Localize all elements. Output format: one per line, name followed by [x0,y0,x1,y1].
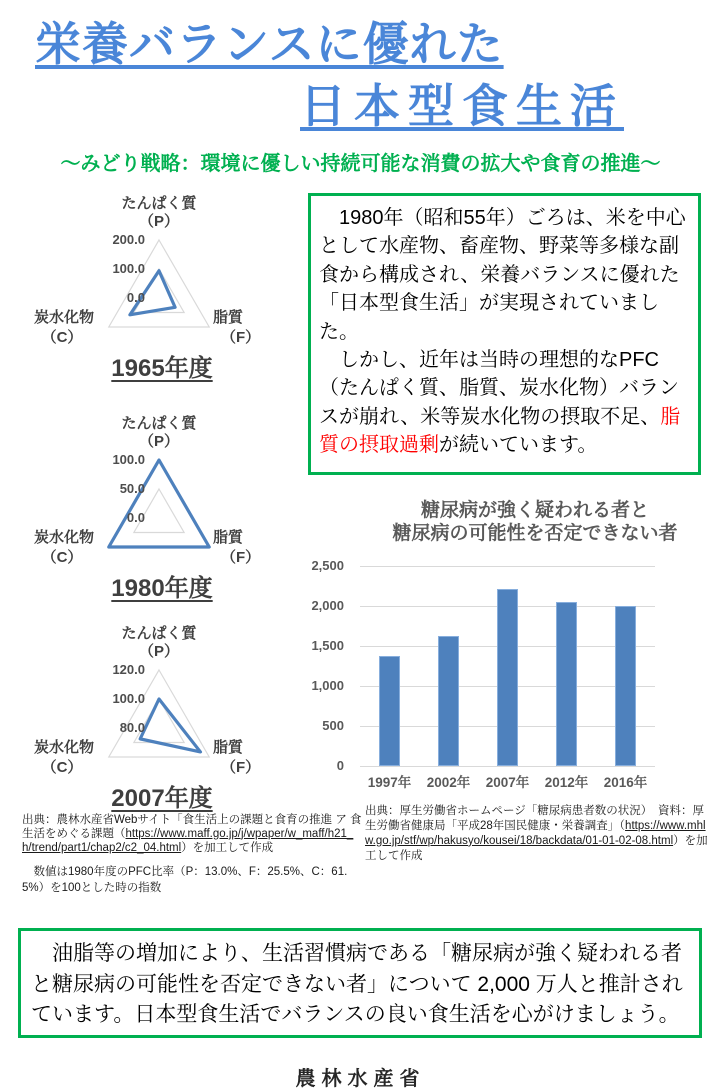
conclusion-text: 油脂等の増加により、生活習慣病である「糖尿病が強く疑われる者と糖尿病の可能性を否定できない者」について 2,000 万人と推計されています。日本型食生活でバランスの良い食生活を心がけましょう。 [31,942,683,1027]
page-subtitle: ～みどり戦略：環境に優しい持続可能な消費の拡大や食育の推進～ [60,153,661,175]
radar-chart-1965-svg [12,192,312,344]
maff-logo-text: 農林水産省 [295,1068,426,1089]
radar-axis-fat-label: 脂質 [213,529,244,546]
bar-chart-x-tick-label: 2002年 [426,774,471,790]
radar-axis-fat-symbol: （F） [221,329,261,344]
info-paragraph-2-prefix: しかし、近年は当時の理想的なPFC（たんぱく質、脂質、炭水化物）バランスが崩れ、米等炭水化物の摂取不足、 [319,348,679,428]
bar-chart-title-line2: 糖尿病の可能性を否定できない者 [392,522,678,544]
radar-axis-carb-label: 炭水化物 [33,529,94,546]
conclusion-text-box [18,928,702,1038]
info-paragraph-2 [319,346,690,460]
info-text-box [308,193,701,475]
bar-2007年 [497,589,518,766]
bar-chart-title-line1: 糖尿病が強く疑われる者と [420,500,649,521]
source-right-text: 出典：厚生労働省ホームページ「糖尿病患者数の状況） 資料：厚生労働省健康局「平成28年国民健康・栄養調査」（https://www.mhlw.go.jp/stf/wp/hakusyo/kousei/18/backdata/01-01-02-08.html）を加工して作成 [365,805,708,862]
radar-tick-label: 100.0 [112,261,145,276]
radar-tick-label: 0.0 [126,510,145,525]
radar-year-label-1965: 1965年度 [111,355,213,382]
radar-chart-1965 [12,192,312,383]
bar-2016年 [615,606,636,766]
info-paragraph-1-text: 1980年（昭和55年）ごろは、米を中心として水産物、畜産物、野菜等多様な副食から構成され、栄養バランスに優れた「日本型食生活」が実現されていました。 [319,207,686,343]
radar-axis-fat-label: 脂質 [213,739,244,756]
source-citation-right [365,804,713,864]
bar-chart-x-tick-label: 2007年 [485,774,530,790]
bar-1997年 [379,656,400,766]
info-paragraph-2-red-text: 脂質の摂取過剰 [319,405,681,457]
source-left-url[interactable]: https://www.maff.go.jp/j/wpaper/w_maff/h21_h/trend/part1/chap2/c2_04.html [22,827,354,854]
radar-axis-carb-symbol: （C） [41,549,83,564]
bar-chart-y-tick-label: 2,000 [311,597,344,613]
info-paragraph-1 [319,204,690,346]
source-right-url[interactable]: https://www.mhlw.go.jp/stf/wp/hakusyo/kousei/18/backdata/01-01-02-08.html [365,819,706,847]
radar-chart-1980 [12,412,312,603]
radar-gridline [109,240,209,327]
radar-axis-protein-label: たんぱく質 [121,625,197,642]
radar-data-polygon [109,460,209,547]
radar-tick-label: 80.0 [119,720,145,735]
radar-axis-protein-symbol: （P） [138,643,180,660]
bar-chart-y-tick-label: 1,000 [311,677,344,693]
radar-axis-carb-label: 炭水化物 [33,309,94,326]
diabetes-bar-chart [298,500,710,791]
source-left-text: 出典：農林水産省Webサイト「食生活上の課題と食育の推進 ア 食生活をめぐる課題（https://www.maff.go.jp/j/wpaper/w_maff/h21_h/trend/part1/chap2/c2_04.html）を加工して作成 [22,814,362,854]
source-citation-left [22,814,362,896]
radar-chart-2007-svg [12,622,312,774]
radar-tick-label: 200.0 [112,232,145,247]
bar-chart-y-tick-label: 2,500 [311,557,344,573]
bar-chart-gridline [360,566,655,567]
bar-2002年 [438,636,459,766]
bar-chart-y-tick-label: 1,500 [311,637,344,653]
bar-chart-x-tick-label: 2012年 [544,774,589,790]
radar-gridline [109,460,209,547]
bar-chart-plot-area [298,557,710,791]
bar-chart-x-tick-label: 1997年 [367,774,412,790]
radar-axis-fat-symbol: （F） [221,549,261,564]
radar-axis-fat-symbol: （F） [221,759,261,774]
bar-chart-x-tick-label: 2016年 [603,774,648,790]
radar-axis-carb-symbol: （C） [41,329,83,344]
radar-axis-protein-label: たんぱく質 [121,415,197,432]
radar-axis-protein-symbol: （P） [138,213,180,230]
radar-year-label-1980: 1980年度 [111,575,213,602]
radar-axis-carb-label: 炭水化物 [33,739,94,756]
radar-axis-fat-label: 脂質 [213,309,244,326]
bar-chart-gridline [360,766,655,767]
pfc-index-note: 数値は1980年度のPFC比率（P：13.0%、F：25.5%、C：61.5%）を100とした時の指数 [22,866,348,894]
bar-chart-x-axis [360,771,655,791]
bar-chart-bars [360,566,655,766]
radar-tick-label: 100.0 [112,691,145,706]
radar-axis-carb-symbol: （C） [41,759,83,774]
radar-axis-protein-label: たんぱく質 [121,195,197,212]
bar-chart-y-axis [298,557,346,773]
radar-chart-1980-svg [12,412,312,564]
radar-tick-label: 50.0 [119,481,145,496]
bar-chart-y-tick-label: 0 [336,757,344,773]
radar-tick-label: 0.0 [126,290,145,305]
radar-axis-protein-symbol: （P） [138,433,180,450]
bar-2012年 [556,602,577,766]
page-title-line1: 栄養バランスに優れた [35,18,504,70]
bar-chart-title [360,500,710,546]
radar-chart-2007 [12,622,312,813]
radar-year-label-2007: 2007年度 [111,785,213,812]
radar-tick-label: 120.0 [112,662,145,677]
info-paragraph-2-suffix: が続いています。 [439,434,598,457]
page-title-line2: 日本型食生活 [300,80,624,132]
bar-chart-y-tick-label: 500 [322,717,344,733]
radar-tick-label: 100.0 [112,452,145,467]
